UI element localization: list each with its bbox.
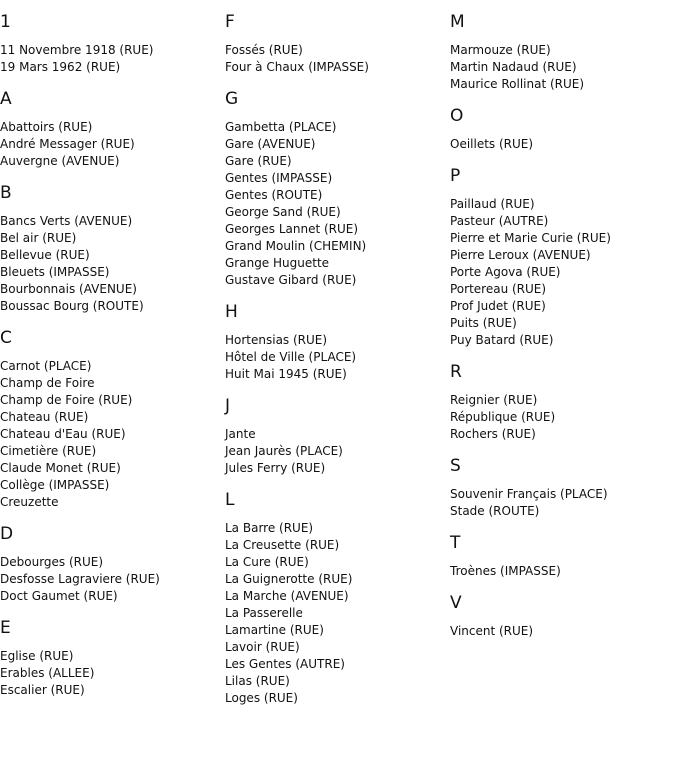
street-link[interactable]: Four à Chaux (IMPASSE) bbox=[225, 60, 369, 74]
street-list-item bbox=[0, 136, 224, 153]
street-link[interactable]: Georges Lannet (RUE) bbox=[225, 222, 359, 236]
street-link[interactable]: La Barre (RUE) bbox=[225, 521, 314, 535]
index-column-1 bbox=[0, 0, 224, 699]
street-list-item bbox=[0, 42, 224, 59]
street-list-item bbox=[225, 238, 449, 255]
street-list-item bbox=[225, 221, 449, 238]
street-link[interactable]: La Marche (AVENUE) bbox=[225, 589, 349, 603]
street-link[interactable]: Bellevue (RUE) bbox=[0, 248, 90, 262]
street-link[interactable]: Jean Jaurès (PLACE) bbox=[225, 444, 343, 458]
street-list-item bbox=[225, 170, 449, 187]
street-list-item bbox=[225, 153, 449, 170]
letter-section bbox=[450, 166, 674, 349]
street-list-item bbox=[450, 196, 674, 213]
section-letter-heading: A bbox=[0, 89, 12, 109]
street-list-item bbox=[225, 571, 449, 588]
street-link[interactable]: 19 Mars 1962 (RUE) bbox=[0, 60, 121, 74]
street-link[interactable]: Marmouze (RUE) bbox=[450, 43, 551, 57]
street-link[interactable]: Abattoirs (RUE) bbox=[0, 120, 93, 134]
street-link[interactable]: Collège (IMPASSE) bbox=[0, 478, 110, 492]
street-link[interactable]: Gustave Gibard (RUE) bbox=[225, 273, 357, 287]
street-list-item bbox=[450, 315, 674, 332]
street-list-item bbox=[450, 332, 674, 349]
street-link[interactable]: Porte Agova (RUE) bbox=[450, 265, 561, 279]
street-list-item bbox=[225, 460, 449, 477]
street-list-item bbox=[225, 443, 449, 460]
street-list bbox=[450, 392, 674, 443]
street-list bbox=[0, 648, 224, 699]
street-list-item bbox=[0, 358, 224, 375]
street-list-item bbox=[225, 272, 449, 289]
street-link[interactable]: Creuzette bbox=[0, 495, 59, 509]
street-list bbox=[225, 426, 449, 477]
street-list bbox=[450, 196, 674, 349]
street-list-item bbox=[450, 281, 674, 298]
section-letter-heading: C bbox=[0, 328, 12, 348]
letter-section bbox=[0, 89, 224, 170]
street-list-item bbox=[225, 690, 449, 707]
street-link[interactable]: Souvenir Français (PLACE) bbox=[450, 487, 608, 501]
street-link[interactable]: Doct Gaumet (RUE) bbox=[0, 589, 118, 603]
street-list-item bbox=[450, 76, 674, 93]
street-list-item bbox=[450, 623, 674, 640]
street-link[interactable]: Escalier (RUE) bbox=[0, 683, 85, 697]
street-link[interactable]: Bourbonnais (AVENUE) bbox=[0, 282, 137, 296]
index-column-3 bbox=[450, 0, 674, 640]
street-link[interactable]: Auvergne (AVENUE) bbox=[0, 154, 120, 168]
street-list-item bbox=[450, 136, 674, 153]
letter-section bbox=[450, 593, 674, 640]
street-list-item bbox=[225, 42, 449, 59]
street-link[interactable]: Cimetière (RUE) bbox=[0, 444, 97, 458]
street-list-item bbox=[225, 639, 449, 656]
letter-section bbox=[225, 302, 449, 383]
section-letter-heading: L bbox=[225, 490, 235, 510]
street-list-item bbox=[450, 230, 674, 247]
section-letter-heading: T bbox=[450, 533, 461, 553]
street-list-item bbox=[225, 554, 449, 571]
street-list-item bbox=[225, 136, 449, 153]
section-letter-heading: R bbox=[450, 362, 462, 382]
street-list-item bbox=[0, 119, 224, 136]
street-list-item bbox=[0, 460, 224, 477]
street-link[interactable]: Paillaud (RUE) bbox=[450, 197, 535, 211]
street-list-item bbox=[225, 59, 449, 76]
street-list-item bbox=[225, 349, 449, 366]
street-link[interactable]: Loges (RUE) bbox=[225, 691, 298, 705]
street-link[interactable]: Gentes (IMPASSE) bbox=[225, 171, 333, 185]
street-link[interactable]: Eglise (RUE) bbox=[0, 649, 74, 663]
street-list-item bbox=[0, 247, 224, 264]
street-link[interactable]: Maurice Rollinat (RUE) bbox=[450, 77, 585, 91]
street-link[interactable]: Lavoir (RUE) bbox=[225, 640, 300, 654]
letter-section bbox=[225, 12, 449, 76]
letter-section bbox=[225, 396, 449, 477]
street-list-item bbox=[0, 298, 224, 315]
street-link[interactable]: Lamartine (RUE) bbox=[225, 623, 324, 637]
section-letter-heading: J bbox=[225, 396, 231, 416]
street-link[interactable]: Erables (ALLEE) bbox=[0, 666, 95, 680]
street-list-item bbox=[450, 213, 674, 230]
street-list-item bbox=[0, 571, 224, 588]
street-list bbox=[0, 119, 224, 170]
street-list-item bbox=[450, 486, 674, 503]
street-list-item bbox=[0, 443, 224, 460]
section-letter-heading: E bbox=[0, 618, 11, 638]
street-link[interactable]: Pasteur (AUTRE) bbox=[450, 214, 549, 228]
street-link[interactable]: 11 Novembre 1918 (RUE) bbox=[0, 43, 154, 57]
street-link[interactable]: Gentes (ROUTE) bbox=[225, 188, 323, 202]
street-list-item bbox=[0, 392, 224, 409]
street-list-item bbox=[225, 537, 449, 554]
street-link[interactable]: Pierre Leroux (AVENUE) bbox=[450, 248, 591, 262]
section-letter-heading: F bbox=[225, 12, 235, 32]
street-link[interactable]: Vincent (RUE) bbox=[450, 624, 534, 638]
street-link[interactable]: Chateau (RUE) bbox=[0, 410, 89, 424]
street-link[interactable]: Rochers (RUE) bbox=[450, 427, 536, 441]
street-list bbox=[0, 554, 224, 605]
street-list-item bbox=[0, 153, 224, 170]
street-list bbox=[225, 42, 449, 76]
street-list-item bbox=[0, 648, 224, 665]
section-letter-heading: H bbox=[225, 302, 238, 322]
street-list bbox=[450, 42, 674, 93]
street-link[interactable]: Gare (RUE) bbox=[225, 154, 292, 168]
street-list bbox=[450, 623, 674, 640]
street-link[interactable]: André Messager (RUE) bbox=[0, 137, 135, 151]
street-list-item bbox=[0, 477, 224, 494]
street-list-item bbox=[0, 409, 224, 426]
section-letter-heading: D bbox=[0, 524, 14, 544]
street-link[interactable]: Desfosse Lagraviere (RUE) bbox=[0, 572, 160, 586]
street-list bbox=[450, 136, 674, 153]
street-list-item bbox=[450, 264, 674, 281]
index-column-2 bbox=[225, 0, 449, 707]
street-link[interactable]: Gare (AVENUE) bbox=[225, 137, 316, 151]
street-list-item bbox=[225, 119, 449, 136]
section-letter-heading: V bbox=[450, 593, 462, 613]
street-link[interactable]: Jules Ferry (RUE) bbox=[225, 461, 326, 475]
street-link[interactable]: Debourges (RUE) bbox=[0, 555, 104, 569]
street-link[interactable]: La Creusette (RUE) bbox=[225, 538, 340, 552]
street-link[interactable]: La Cure (RUE) bbox=[225, 555, 309, 569]
street-link[interactable]: Lilas (RUE) bbox=[225, 674, 290, 688]
street-link[interactable]: Les Gentes (AUTRE) bbox=[225, 657, 345, 671]
section-letter-heading: M bbox=[450, 12, 465, 32]
street-list-item bbox=[225, 673, 449, 690]
street-link[interactable]: Prof Judet (RUE) bbox=[450, 299, 546, 313]
street-list-item bbox=[450, 503, 674, 520]
street-list-item bbox=[0, 230, 224, 247]
street-list-item bbox=[450, 42, 674, 59]
letter-section bbox=[450, 362, 674, 443]
street-list-item bbox=[450, 59, 674, 76]
section-letter-heading: O bbox=[450, 106, 464, 126]
street-list-item bbox=[0, 264, 224, 281]
street-list bbox=[0, 358, 224, 511]
street-list-item bbox=[0, 426, 224, 443]
street-link[interactable]: Grange Huguette bbox=[225, 256, 330, 270]
street-link[interactable]: George Sand (RUE) bbox=[225, 205, 341, 219]
street-link[interactable]: Stade (ROUTE) bbox=[450, 504, 540, 518]
letter-section bbox=[225, 490, 449, 707]
street-link[interactable]: Oeillets (RUE) bbox=[450, 137, 534, 151]
street-link[interactable]: Puy Batard (RUE) bbox=[450, 333, 554, 347]
street-list-item bbox=[225, 187, 449, 204]
letter-section bbox=[450, 106, 674, 153]
street-list bbox=[0, 213, 224, 315]
street-list bbox=[225, 119, 449, 289]
street-list bbox=[450, 486, 674, 520]
section-letter-heading: S bbox=[450, 456, 461, 476]
street-link[interactable]: Jante bbox=[225, 427, 256, 441]
street-link[interactable]: Claude Monet (RUE) bbox=[0, 461, 121, 475]
street-link[interactable]: République (RUE) bbox=[450, 410, 556, 424]
street-link[interactable]: Bancs Verts (AVENUE) bbox=[0, 214, 133, 228]
street-list-item bbox=[0, 554, 224, 571]
street-list-item bbox=[0, 494, 224, 511]
street-list-item bbox=[450, 426, 674, 443]
street-list-item bbox=[225, 255, 449, 272]
street-link[interactable]: La Guignerotte (RUE) bbox=[225, 572, 353, 586]
street-link[interactable]: Bleuets (IMPASSE) bbox=[0, 265, 110, 279]
letter-section bbox=[225, 89, 449, 289]
street-list bbox=[225, 520, 449, 707]
street-list-item bbox=[225, 656, 449, 673]
section-letter-heading: P bbox=[450, 166, 461, 186]
letter-section bbox=[450, 533, 674, 580]
street-link[interactable]: Boussac Bourg (ROUTE) bbox=[0, 299, 144, 313]
street-link[interactable]: Chateau d'Eau (RUE) bbox=[0, 427, 126, 441]
street-link[interactable]: Martin Nadaud (RUE) bbox=[450, 60, 577, 74]
street-link[interactable]: Huit Mai 1945 (RUE) bbox=[225, 367, 347, 381]
street-list-item bbox=[0, 682, 224, 699]
street-link[interactable]: Gambetta (PLACE) bbox=[225, 120, 337, 134]
street-list bbox=[450, 563, 674, 580]
street-list-item bbox=[450, 392, 674, 409]
street-link[interactable]: La Passerelle bbox=[225, 606, 303, 620]
street-list-item bbox=[0, 59, 224, 76]
street-list-item bbox=[450, 563, 674, 580]
street-link[interactable]: Puits (RUE) bbox=[450, 316, 517, 330]
street-link[interactable]: Portereau (RUE) bbox=[450, 282, 547, 296]
street-list-item bbox=[225, 204, 449, 221]
letter-section bbox=[0, 183, 224, 315]
street-link[interactable]: Hôtel de Ville (PLACE) bbox=[225, 350, 357, 364]
street-link[interactable]: Carnot (PLACE) bbox=[0, 359, 92, 373]
street-list bbox=[0, 42, 224, 76]
street-link[interactable]: Pierre et Marie Curie (RUE) bbox=[450, 231, 611, 245]
street-list-item bbox=[225, 520, 449, 537]
section-letter-heading: 1 bbox=[0, 12, 11, 32]
letter-section bbox=[450, 12, 674, 93]
street-list-item bbox=[225, 622, 449, 639]
street-list-item bbox=[450, 247, 674, 264]
street-link[interactable]: Champ de Foire bbox=[0, 376, 95, 390]
street-list-item bbox=[450, 298, 674, 315]
street-link[interactable]: Hortensias (RUE) bbox=[225, 333, 328, 347]
street-link[interactable]: Fossés (RUE) bbox=[225, 43, 303, 57]
street-list-item bbox=[225, 588, 449, 605]
street-list-item bbox=[0, 213, 224, 230]
section-letter-heading: G bbox=[225, 89, 239, 109]
street-list-item bbox=[450, 409, 674, 426]
street-list-item bbox=[0, 665, 224, 682]
street-list-item bbox=[225, 366, 449, 383]
letter-section bbox=[0, 618, 224, 699]
street-list-item bbox=[225, 332, 449, 349]
street-list-item bbox=[0, 375, 224, 392]
street-link[interactable]: Champ de Foire (RUE) bbox=[0, 393, 133, 407]
letter-section bbox=[0, 12, 224, 76]
street-list-item bbox=[225, 605, 449, 622]
street-list bbox=[225, 332, 449, 383]
section-letter-heading: B bbox=[0, 183, 12, 203]
street-link[interactable]: Bel air (RUE) bbox=[0, 231, 77, 245]
street-list-item bbox=[0, 281, 224, 298]
street-list-item bbox=[225, 426, 449, 443]
street-list-item bbox=[0, 588, 224, 605]
letter-section bbox=[450, 456, 674, 520]
letter-section bbox=[0, 328, 224, 511]
letter-section bbox=[0, 524, 224, 605]
street-link[interactable]: Grand Moulin (CHEMIN) bbox=[225, 239, 367, 253]
street-link[interactable]: Reignier (RUE) bbox=[450, 393, 538, 407]
street-link[interactable]: Troènes (IMPASSE) bbox=[450, 564, 561, 578]
